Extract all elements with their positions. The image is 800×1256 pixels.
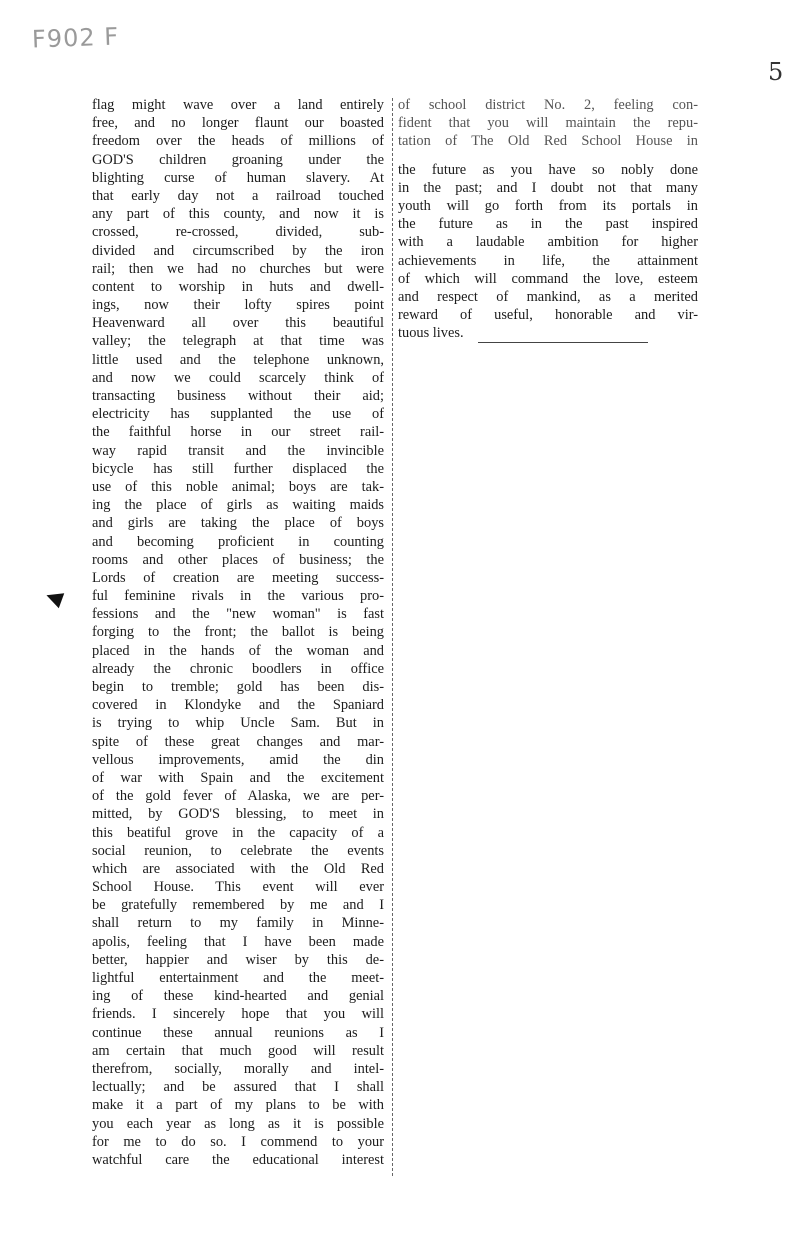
- text-line: social reunion, to celebrate the events: [92, 842, 384, 859]
- text-line: better, happier and wiser by this de-: [92, 951, 384, 968]
- text-line: ing the place of girls as waiting maids: [92, 497, 384, 514]
- text-line: vellous improvements, amid the din: [92, 751, 384, 768]
- text-line: the future as in the past inspired: [398, 216, 698, 233]
- left-column: [92, 96, 384, 1169]
- text-line: begin to tremble; gold has been dis-: [92, 679, 384, 695]
- text-line: shall return to my family in Minne-: [92, 915, 384, 932]
- text-line: and now we could scarcely think of: [92, 369, 384, 386]
- text-line: of which will command the love, esteem: [398, 270, 698, 287]
- text-line: you each year as long as it is possible: [92, 1115, 384, 1132]
- column-divider: [392, 98, 394, 1176]
- text-line: electricity has supplanted the use of: [92, 406, 384, 423]
- text-line: valley; the telegraph at that time was: [92, 333, 384, 350]
- text-line: ing of these kind-hearted and genial: [92, 988, 384, 1005]
- text-line: reward of useful, honorable and vir-: [398, 307, 698, 324]
- text-line: the future as you have so nobly done: [398, 161, 698, 178]
- text-line: flag might wave over a land entirely: [92, 97, 384, 113]
- text-line: friends. I sincerely hope that you will: [92, 1006, 384, 1023]
- text-line: am certain that much good will result: [92, 1042, 384, 1059]
- text-line: mitted, by GOD'S blessing, to meet in: [92, 806, 384, 823]
- text-line: free, and no longer flaunt our boasted: [92, 115, 384, 132]
- archive-mark: F902 F: [31, 22, 120, 54]
- page-number: 5: [768, 58, 784, 86]
- text-line: that early day not a railroad touched: [92, 187, 384, 204]
- text-line: and respect of mankind, as a merited: [398, 288, 698, 305]
- text-line: bicycle has still further displaced the: [92, 460, 384, 477]
- text-line: make it a part of my plans to be with: [92, 1097, 384, 1114]
- text-line: little used and the telephone unknown,: [92, 351, 384, 368]
- pointer-arrow-icon: [44, 588, 65, 609]
- text-line: fident that you will maintain the repu-: [398, 115, 698, 132]
- text-line: continue these annual reunions as I: [92, 1024, 384, 1041]
- text-line: and becoming proficient in counting: [92, 533, 384, 550]
- text-line: freedom over the heads of millions of: [92, 133, 384, 150]
- text-line: lightful entertainment and the meet-: [92, 970, 384, 986]
- text-line: covered in Klondyke and the Spaniard: [92, 697, 384, 714]
- right-column: [398, 96, 698, 342]
- text-line: apolis, feeling that I have been made: [92, 933, 384, 950]
- text-line: rooms and other places of business; the: [92, 551, 384, 568]
- text-line: tuous lives.: [398, 325, 464, 342]
- text-line: lectually; and be assured that I shall: [92, 1079, 384, 1096]
- text-line: ings, now their lofty spires point: [92, 297, 384, 314]
- text-line: and girls are taking the place of boys: [92, 515, 384, 532]
- text-line: with a laudable ambition for higher: [398, 234, 698, 251]
- text-line: youth will go forth from its portals in: [398, 197, 698, 214]
- text-line: Lords of creation are meeting success-: [92, 569, 384, 586]
- text-line: placed in the hands of the woman and: [92, 642, 384, 659]
- text-line: divided and circumscribed by the iron: [92, 242, 384, 259]
- text-line: forging to the front; the ballot is being: [92, 624, 384, 641]
- text-line: be gratefully remembered by me and I: [92, 897, 384, 914]
- text-line: of school district No. 2, feeling con-: [398, 97, 698, 113]
- text-line: tation of The Old Red School House in: [398, 133, 698, 150]
- text-line: use of this noble animal; boys are tak-: [92, 478, 384, 495]
- text-line: crossed, re-crossed, divided, sub-: [92, 224, 384, 241]
- text-line: watchful care the educational interest: [92, 1151, 384, 1168]
- text-line: blighting curse of human slavery. At: [92, 169, 384, 186]
- text-line: which are associated with the Old Red: [92, 860, 384, 877]
- text-line: already the chronic boodlers in office: [92, 660, 384, 677]
- text-line: fessions and the "new woman" is fast: [92, 606, 384, 623]
- text-line: the faithful horse in our street rail-: [92, 424, 384, 441]
- text-line: in the past; and I doubt not that many: [398, 179, 698, 196]
- text-line: for me to do so. I commend to your: [92, 1133, 384, 1150]
- text-line: achievements in life, the attainment: [398, 252, 698, 269]
- text-line: is trying to whip Uncle Sam. But in: [92, 715, 384, 732]
- text-line: rail; then we had no churches but were: [92, 260, 384, 277]
- text-line: Heavenward all over this beautiful: [92, 315, 384, 332]
- text-line: spite of these great changes and mar-: [92, 733, 384, 750]
- text-line: ful feminine rivals in the various pro-: [92, 588, 384, 605]
- text-line: any part of this county, and now it is: [92, 206, 384, 223]
- text-line: way rapid transit and the invincible: [92, 442, 384, 459]
- text-line: transacting business without their aid;: [92, 388, 384, 404]
- text-line: therefrom, socially, morally and intel-: [92, 1060, 384, 1077]
- text-line: School House. This event will ever: [92, 879, 384, 896]
- text-line: of the gold fever of Alaska, we are per-: [92, 788, 384, 805]
- text-line: this beatiful grove in the capacity of a: [92, 824, 384, 841]
- text-line: of war with Spain and the excitement: [92, 769, 384, 786]
- text-line: content to worship in huts and dwell-: [92, 278, 384, 295]
- text-line: GOD'S children groaning under the: [92, 151, 384, 168]
